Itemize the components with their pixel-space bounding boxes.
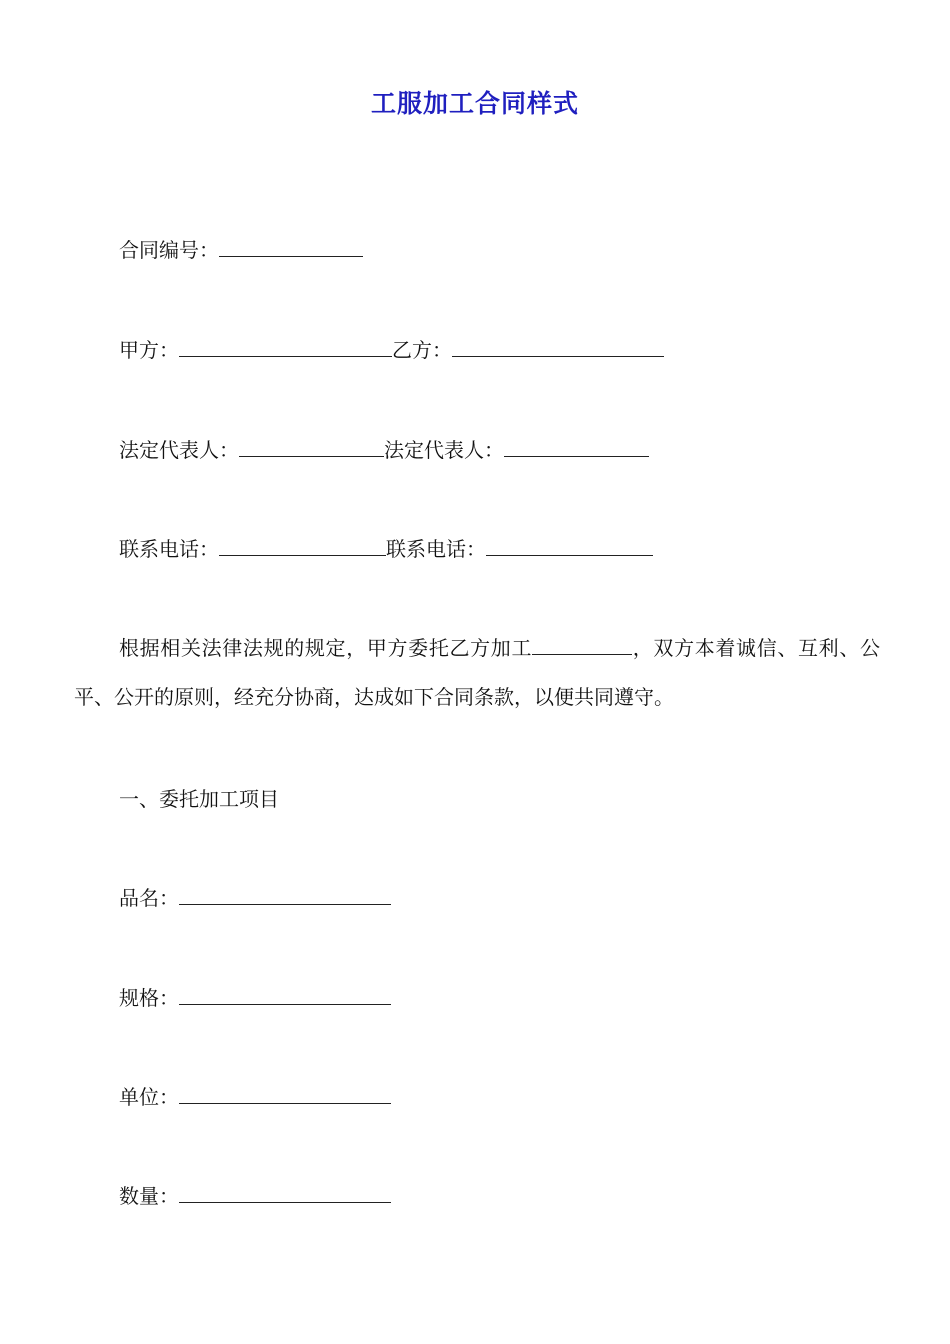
item-name-line — [119, 884, 391, 912]
parties-line — [119, 336, 664, 364]
party-b-label: 乙方： — [392, 338, 452, 362]
processed-item-blank[interactable] — [532, 638, 632, 655]
intro-text-part1: 根据相关法律法规的规定，甲方委托乙方加工 — [119, 636, 533, 660]
legal-rep-b-label: 法定代表人： — [384, 438, 504, 462]
item-quantity-blank[interactable] — [179, 1182, 391, 1203]
contract-number-blank[interactable] — [219, 236, 363, 257]
phone-b-blank[interactable] — [486, 535, 653, 556]
item-unit-blank[interactable] — [179, 1083, 391, 1104]
phone-a-blank[interactable] — [219, 535, 386, 556]
item-unit-label: 单位： — [119, 1085, 179, 1109]
contract-number-label: 合同编号： — [119, 238, 219, 262]
item-spec-line — [119, 984, 391, 1012]
legal-rep-b-blank[interactable] — [504, 436, 649, 457]
legal-representative-line — [119, 436, 649, 464]
item-spec-label: 规格： — [119, 986, 179, 1010]
item-quantity-label: 数量： — [119, 1184, 179, 1208]
item-name-label: 品名： — [119, 886, 179, 910]
intro-paragraph — [74, 624, 880, 722]
legal-rep-a-blank[interactable] — [239, 436, 384, 457]
legal-rep-a-label: 法定代表人： — [119, 438, 239, 462]
intro-text-part2: ，双方本着诚信、互利、公平、公开的原则，经充分协商，达成如下合同条款，以便共同遵守。 — [74, 636, 880, 709]
document-title: 工服加工合同样式 — [370, 89, 579, 118]
party-a-blank[interactable] — [179, 336, 392, 357]
item-unit-line — [119, 1083, 391, 1111]
item-quantity-line — [119, 1182, 391, 1210]
phone-line — [119, 535, 653, 563]
contract-number-line — [119, 236, 363, 264]
item-name-blank[interactable] — [179, 884, 391, 905]
item-spec-blank[interactable] — [179, 984, 391, 1005]
party-a-label: 甲方： — [119, 338, 179, 362]
phone-a-label: 联系电话： — [119, 537, 219, 561]
section-1-heading: 一、委托加工项目 — [119, 787, 279, 811]
phone-b-label: 联系电话： — [386, 537, 486, 561]
party-b-blank[interactable] — [452, 336, 664, 357]
